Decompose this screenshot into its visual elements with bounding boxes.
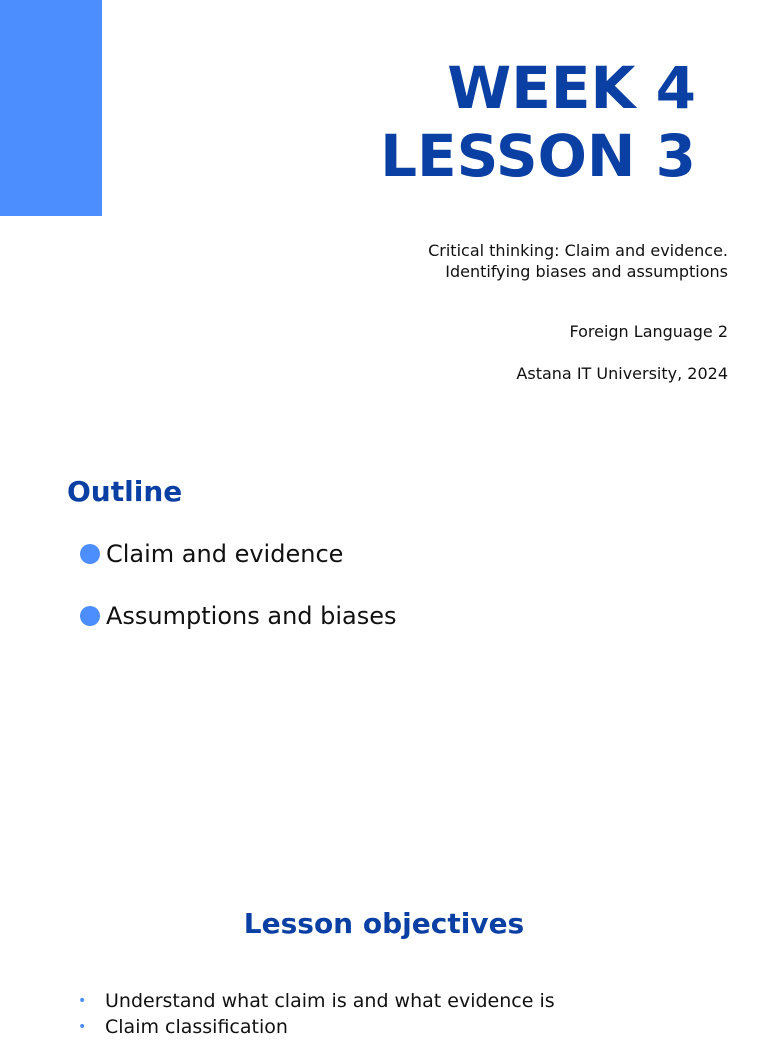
objectives-heading: Lesson objectives: [243, 907, 525, 940]
objectives-slide: [0, 864, 768, 1038]
bullet-dot-icon: [80, 544, 100, 564]
title-week: WEEK 4: [447, 54, 696, 122]
title-slide: [0, 0, 768, 432]
list-item: [78, 988, 555, 1014]
outline-list: [80, 536, 397, 660]
objective-label: Claim classification: [105, 1016, 288, 1038]
bullet-dot-icon: •: [78, 1019, 87, 1035]
outline-slide: [0, 432, 768, 864]
outline-heading: Outline: [67, 475, 183, 508]
bullet-dot-icon: •: [78, 993, 87, 1009]
objective-label: Understand what claim is and what evidence is: [105, 990, 555, 1012]
accent-bar: [0, 0, 102, 216]
subtitle-line-2: Identifying biases and assumptions: [445, 262, 728, 281]
objectives-list: [78, 988, 555, 1040]
outline-item-label: Assumptions and biases: [106, 602, 397, 630]
title-lesson: LESSON 3: [380, 122, 696, 190]
list-item: [78, 1014, 555, 1040]
list-item: [80, 536, 397, 572]
course-name: Foreign Language 2: [569, 322, 728, 341]
university-year: Astana IT University, 2024: [516, 364, 728, 383]
outline-item-label: Claim and evidence: [106, 540, 344, 568]
list-item: [80, 598, 397, 634]
bullet-dot-icon: [80, 606, 100, 626]
subtitle-line-1: Critical thinking: Claim and evidence.: [428, 241, 728, 260]
subtitle: [168, 240, 728, 282]
